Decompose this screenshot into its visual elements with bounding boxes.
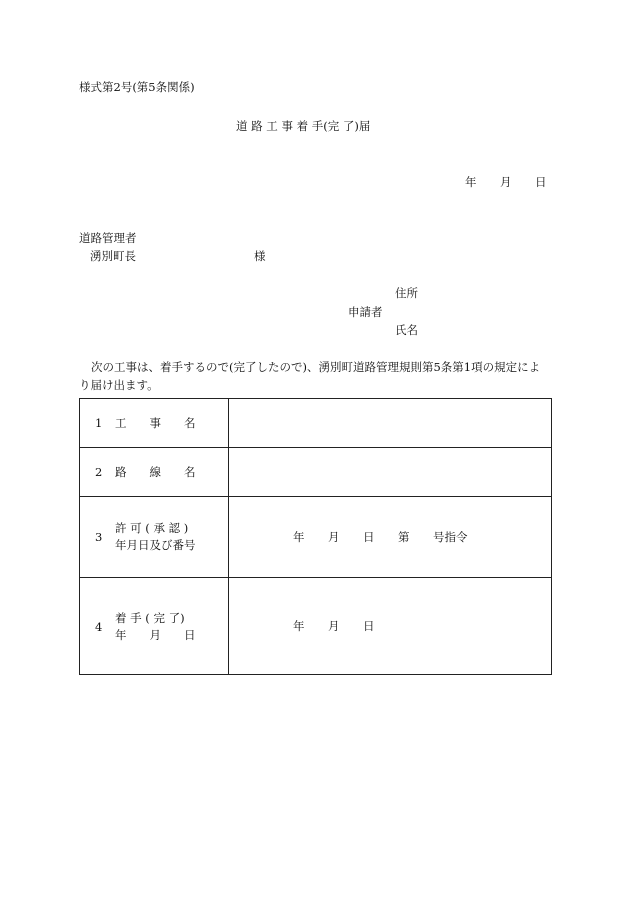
start-month-label: 月 — [328, 619, 340, 633]
addressee-honorific: 様 — [254, 249, 266, 263]
start-day-label: 日 — [363, 619, 375, 633]
row-label-permit-line1: 許 可 ( 承 認 ) — [115, 521, 189, 535]
route-name-field[interactable] — [229, 448, 552, 497]
document-title: 道 路 工 事 着 手(完 了)届 — [236, 119, 371, 133]
addressee-title: 道路管理者 — [79, 231, 137, 245]
row-label-cell — [80, 399, 229, 448]
permit-dai-label: 第 — [398, 530, 410, 544]
row-label-cell — [80, 448, 229, 497]
row-label-cell — [80, 578, 229, 675]
start-date-field[interactable] — [229, 578, 552, 675]
table-row — [80, 578, 552, 675]
row-label-start-line2: 年 月 日 — [115, 628, 196, 642]
row-label-construction-name: 工 事 名 — [115, 416, 196, 430]
date-year-label: 年 — [465, 175, 477, 189]
applicant-address-label: 住所 — [395, 286, 418, 300]
addressee-name: 湧別町長 — [90, 249, 136, 263]
applicant-label: 申請者 — [348, 305, 383, 319]
date-month-label: 月 — [500, 175, 512, 189]
form-number: 様式第2号(第5条関係) — [79, 80, 195, 94]
body-line-1: 次の工事は、着手するので(完了したので)、湧別町道路管理規則第5条第1項の規定によ — [91, 360, 541, 374]
permit-month-label: 月 — [328, 530, 340, 544]
permit-order-label: 号指令 — [433, 530, 468, 544]
row-number: 1 — [95, 416, 103, 430]
table-row — [80, 448, 552, 497]
date-day-label: 日 — [535, 175, 547, 189]
body-line-2: り届け出ます。 — [79, 378, 159, 392]
row-label-permit-line2: 年月日及び番号 — [115, 538, 196, 552]
table-row — [80, 497, 552, 578]
permit-day-label: 日 — [363, 530, 375, 544]
row-label-start-line1: 着 手 ( 完 了) — [115, 611, 185, 625]
permit-date-number-field[interactable] — [229, 497, 552, 578]
row-label-cell — [80, 497, 229, 578]
table-row — [80, 399, 552, 448]
row-number: 2 — [95, 465, 103, 479]
row-number: 4 — [95, 620, 103, 634]
row-number: 3 — [95, 530, 103, 544]
construction-name-field[interactable] — [229, 399, 552, 448]
row-label-route-name: 路 線 名 — [115, 465, 196, 479]
form-table — [79, 398, 552, 675]
applicant-name-label: 氏名 — [395, 323, 418, 337]
start-year-label: 年 — [293, 619, 305, 633]
permit-year-label: 年 — [293, 530, 305, 544]
